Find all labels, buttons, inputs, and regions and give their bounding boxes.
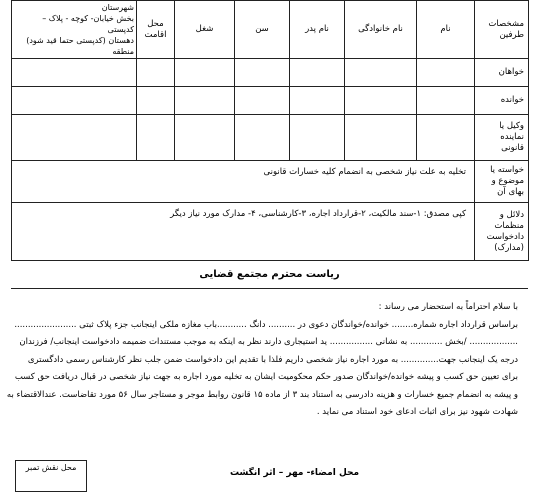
plaintiff-age[interactable] <box>235 59 290 87</box>
defendant-first-name[interactable] <box>417 87 475 115</box>
table-row <box>12 59 529 87</box>
header-residence: محل اقامت <box>137 1 175 59</box>
defendant-job[interactable] <box>175 87 235 115</box>
header-row <box>12 1 529 59</box>
defendant-age[interactable] <box>235 87 290 115</box>
row-label-plaintiff: خواهان <box>475 59 529 87</box>
row-label-defendant: خوانده <box>475 87 529 115</box>
evidence-value[interactable]: کپی مصدق: ۱-سند مالکیت، ۲-قرارداد اجاره، ۳-کارشناسی، ۴- مدارک مورد نیاز دیگر <box>12 203 475 261</box>
defendant-address[interactable] <box>12 87 137 115</box>
evidence-label: دلائل و منظمات دادخواست (مدارک) <box>475 203 529 261</box>
parties-table <box>11 0 529 261</box>
request-row <box>12 161 529 203</box>
defendant-residence[interactable] <box>137 87 175 115</box>
body-line: .................. /بخش ............ به نشانی ................ ید استیجاری دارند نظر به اینکه به موجب مستندات ضمیمه دادخواست اینجانب/ فرزندان <box>19 337 518 347</box>
signature-label: محل امضاء- مهر – اثر انگشت <box>230 468 360 478</box>
defendant-father-name[interactable] <box>290 87 345 115</box>
plaintiff-last-name[interactable] <box>345 59 417 87</box>
plaintiff-job[interactable] <box>175 59 235 87</box>
header-age: سن <box>235 1 290 59</box>
attorney-address[interactable] <box>12 115 137 161</box>
header-father-name: نام پدر <box>290 1 345 59</box>
attorney-residence[interactable] <box>137 115 175 161</box>
addressee-title: ریاست محترم مجتمع قضایی <box>199 269 340 280</box>
plaintiff-address[interactable] <box>12 59 137 87</box>
header-parties: مشخصات طرفین <box>475 1 529 59</box>
header-last-name: نام خانوادگی <box>345 1 417 59</box>
request-label: خواسته یا موضوع و بهای آن <box>475 161 529 203</box>
attorney-job[interactable] <box>175 115 235 161</box>
evidence-row <box>12 203 529 261</box>
header-address: شهرستان بخش خیابان- کوچه - پلاک – کدپستی دهستان (کدپستی حتما قید شود) منطقه <box>12 1 137 59</box>
petition-body <box>6 299 518 422</box>
body-line: شهادت شهود نیز برای اثبات ادعای خود استناد می نماید . <box>316 407 518 417</box>
attorney-father-name[interactable] <box>290 115 345 161</box>
header-first-name: نام <box>417 1 475 59</box>
divider <box>11 288 528 289</box>
attorney-last-name[interactable] <box>345 115 417 161</box>
plaintiff-residence[interactable] <box>137 59 175 87</box>
defendant-last-name[interactable] <box>345 87 417 115</box>
plaintiff-father-name[interactable] <box>290 59 345 87</box>
stamp-box: محل نقش تمبر <box>15 460 87 492</box>
header-job: شغل <box>175 1 235 59</box>
plaintiff-first-name[interactable] <box>417 59 475 87</box>
attorney-first-name[interactable] <box>417 115 475 161</box>
request-value[interactable]: تخلیه به علت نیاز شخصی به انضمام کلیه خسارات قانونی <box>12 161 475 203</box>
body-line: و پیشه به انضمام جمیع خسارات و هزینه دادرسی به استناد بند ۳ از ماده ۱۵ قانون روابط موجر و مستاجر سال ۵۶ مورد تقاضاست. عندالاقتضاء به <box>6 389 518 400</box>
body-line: براساس قرارداد اجاره شماره........ خوانده/خواندگان دعوی در .......... دانگ ...........باب مغازه ملکی اینجانب جزء پلاک ثبتی ....................... <box>14 319 518 330</box>
body-line: با سلام احتراماً به استحضار می رساند : <box>378 302 518 312</box>
table-row <box>12 87 529 115</box>
table-row <box>12 115 529 161</box>
attorney-age[interactable] <box>235 115 290 161</box>
body-line: برای تعیین حق کسب و پیشه خوانده/خواندگان صدور حکم محکومیت ایشان به تخلیه مورد اجاره به جهت نیاز شخصی در قبال دریافت حق کسب <box>14 372 518 382</box>
body-line: درجه یک اینجانب جهت.............. به مورد اجاره نیاز شخصی داریم فلذا با تقدیم این دادخواست ضمن جلب نظر کارشناس رسمی دادگستری <box>27 354 518 365</box>
row-label-attorney: وکیل یا نماینده قانونی <box>475 115 529 161</box>
